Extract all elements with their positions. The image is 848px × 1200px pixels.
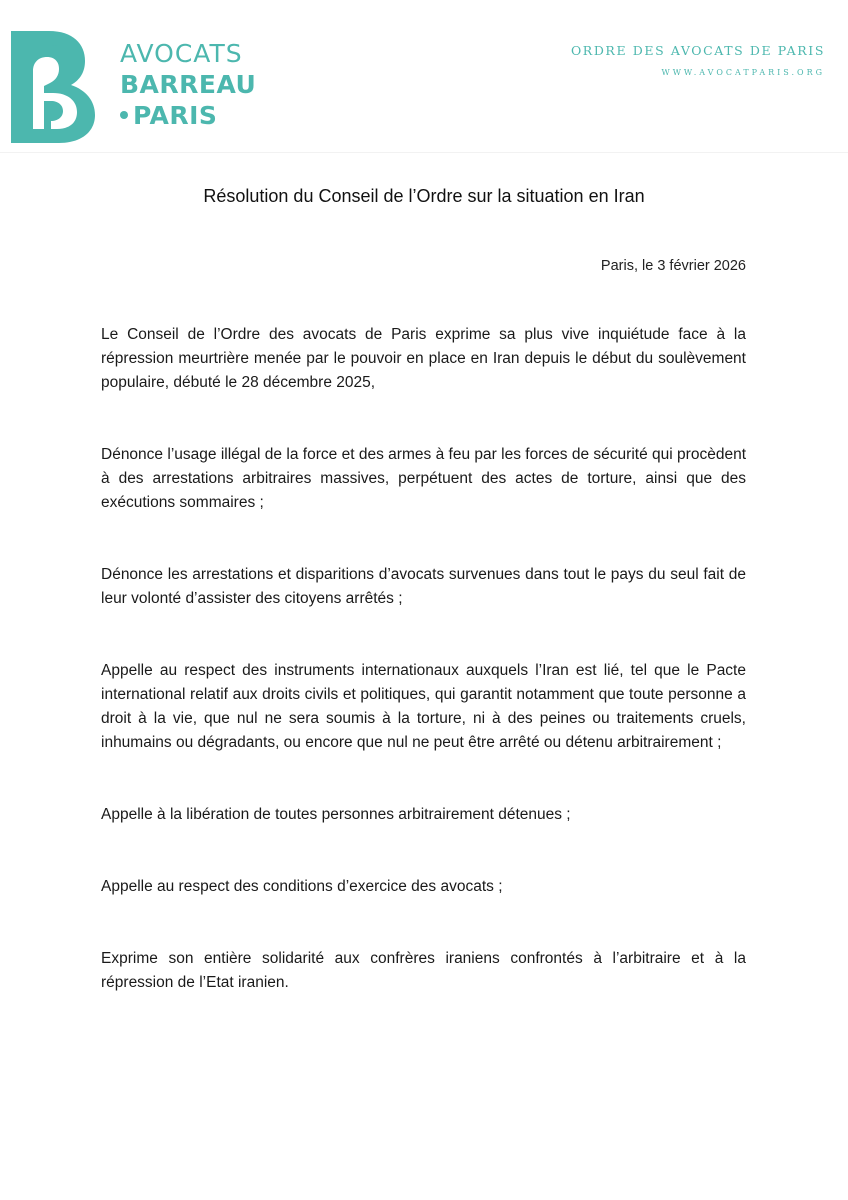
barreau-paris-logo-icon <box>11 31 97 143</box>
logo-line-paris-text: PARIS <box>133 101 218 130</box>
header-divider <box>0 152 848 153</box>
document-body <box>101 323 746 995</box>
logo-line-barreau: BARREAU <box>120 70 257 99</box>
paragraph: Exprime son entière solidarité aux confrères iraniens confrontés à l’arbitraire et à la répression de l’Etat iranien. <box>101 950 746 991</box>
paragraph: Dénonce les arrestations et disparitions d’avocats survenues dans tout le pays du seul fait de leur volonté d’assister des citoyens arrêtés ; <box>101 566 746 607</box>
paragraph: Dénonce l’usage illégal de la force et des armes à feu par les forces de sécurité qui procèdent à des arrestations arbitraires massives, perpétuent des actes de torture, ainsi que des exécutions sommaires ; <box>101 446 746 511</box>
bullet-dot-icon <box>120 111 128 119</box>
logo-line-paris <box>120 103 256 134</box>
logo-wordmark <box>120 41 256 134</box>
org-website-link[interactable]: WWW.AVOCATPARIS.ORG <box>661 68 825 77</box>
org-name: ORDRE DES AVOCATS DE PARIS <box>570 43 825 58</box>
paragraph: Appelle au respect des conditions d’exercice des avocats ; <box>101 878 503 895</box>
document-title: Résolution du Conseil de l’Ordre sur la situation en Iran <box>203 186 645 206</box>
paragraph: Appelle à la libération de toutes personnes arbitrairement détenues ; <box>101 806 571 823</box>
document-date: Paris, le 3 février 2026 <box>600 258 746 274</box>
paragraph: Le Conseil de l’Ordre des avocats de Paris exprime sa plus vive inquiétude face à la répression meurtrière menée par le pouvoir en place en Iran depuis le début du soulèvement populaire, débuté le 28 décembre 2025, <box>101 326 746 391</box>
paragraph: Appelle au respect des instruments internationaux auxquels l’Iran est lié, tel que le Pacte international relatif aux droits civils et politiques, qui garantit notamment que toute personne a droit à la vie, que nul ne sera soumis à la torture, ni à des peines ou traitements cruels, inhumains ou dégradants, ou encore que nul ne peut être arrêté ou détenu arbitrairement ; <box>101 662 746 751</box>
org-block <box>571 43 825 77</box>
logo-line-avocats: AVOCATS <box>120 39 243 68</box>
